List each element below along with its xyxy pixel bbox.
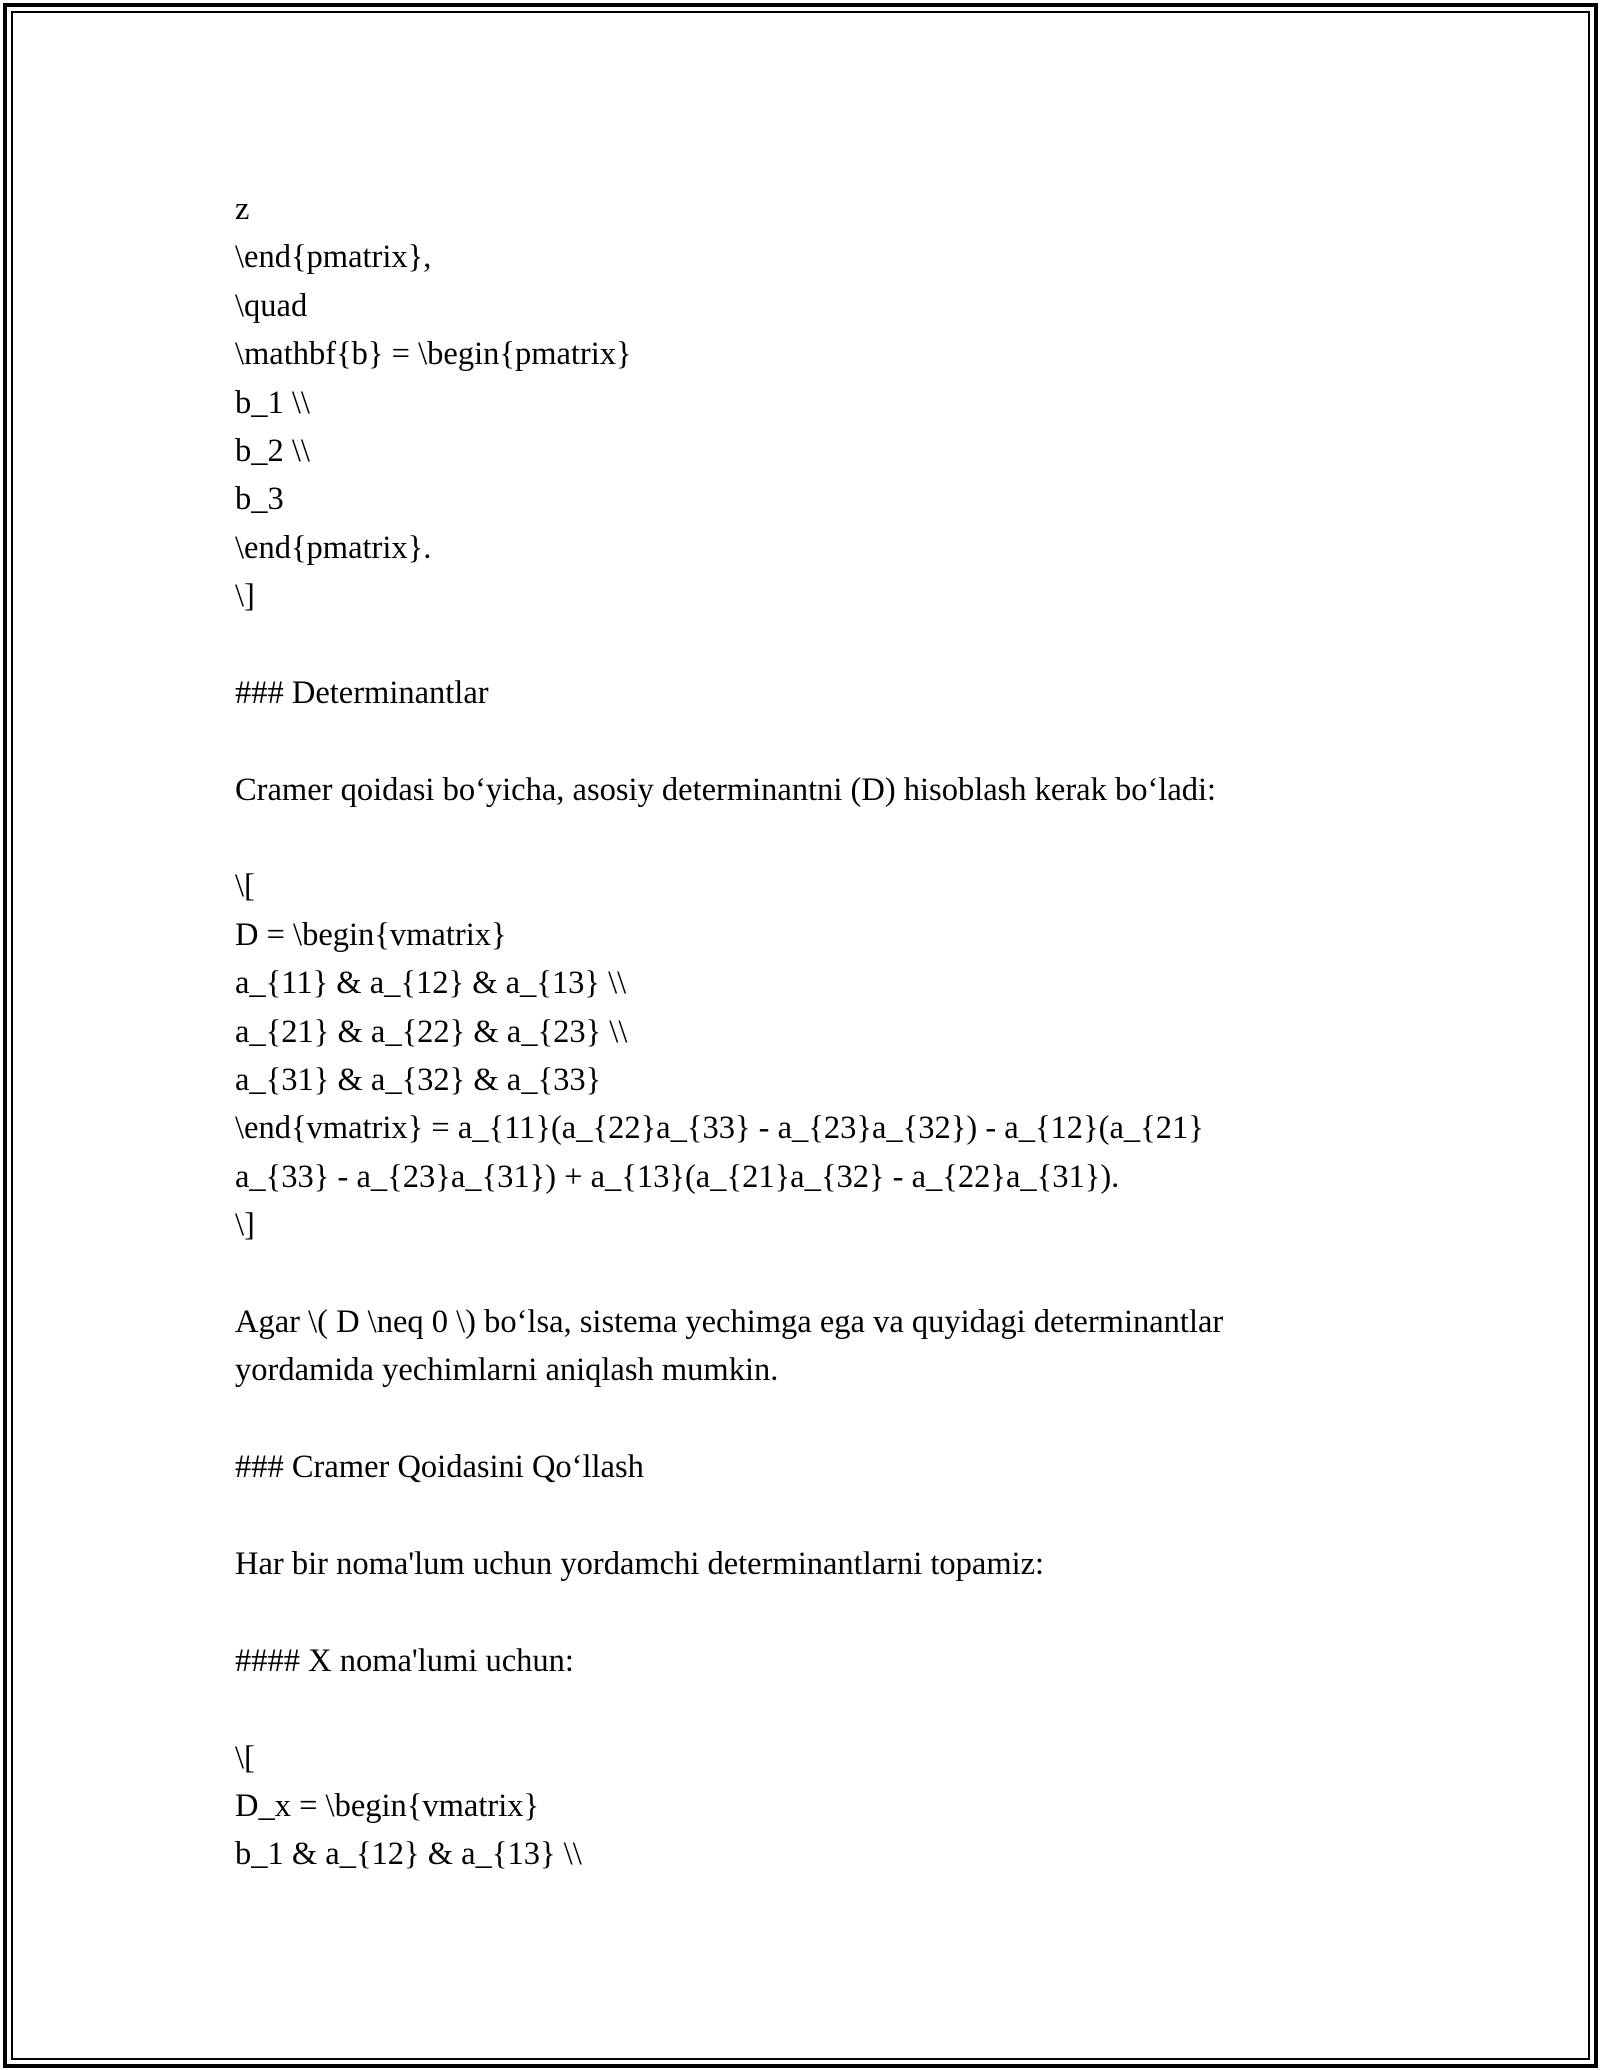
subsection-heading: #### X noma'lumi uchun: <box>235 1642 574 1679</box>
blank-line <box>235 1395 1395 1443</box>
text-line: \mathbf{b} = \begin{pmatrix} <box>235 336 632 373</box>
paragraph-line: yordamida yechimlarni aniqlash mumkin. <box>235 1352 779 1389</box>
section-heading: ### Cramer Qoidasini Qo‘llash <box>235 1449 644 1486</box>
text-line: \quad <box>235 287 308 324</box>
text-line: \end{vmatrix} = a_{11}(a_{22}a_{33} - a_{23}a_{32}) - a_{12}(a_{21} <box>235 1110 1204 1147</box>
paragraph-line: Agar \( D \neq 0 \) bo‘lsa, sistema yechimga ega va quyidagi determinantlar <box>235 1303 1224 1340</box>
text-line: b_3 <box>235 481 284 518</box>
text-line: a_{21} & a_{22} & a_{23} \\ <box>235 1013 628 1050</box>
paragraph-line: Cramer qoidasi bo‘yicha, asosiy determinantni (D) hisoblash kerak bo‘ladi: <box>235 771 1217 808</box>
text-line: \[ <box>235 1739 255 1776</box>
blank-line <box>235 621 1395 669</box>
text-line: \end{pmatrix}. <box>235 529 432 566</box>
text-line: z <box>235 191 250 227</box>
section-heading: ### Determinantlar <box>235 674 489 711</box>
text-line: \[ <box>235 868 255 905</box>
text-line: \end{pmatrix}, <box>235 239 432 276</box>
text-line: D_x = \begin{vmatrix} <box>235 1787 540 1824</box>
text-line: a_{33} - a_{23}a_{31}) + a_{13}(a_{21}a_{32} - a_{22}a_{31}). <box>235 1158 1120 1195</box>
blank-line <box>235 717 1395 765</box>
text-line: b_1 \\ <box>235 384 310 421</box>
document-body <box>235 185 1395 1879</box>
blank-line <box>235 814 1395 862</box>
text-line: b_1 & a_{12} & a_{13} \\ <box>235 1836 582 1873</box>
text-line: b_2 \\ <box>235 432 310 469</box>
blank-line <box>235 1250 1395 1298</box>
blank-line <box>235 1492 1395 1540</box>
text-line: D = \begin{vmatrix} <box>235 916 507 953</box>
text-line: a_{11} & a_{12} & a_{13} \\ <box>235 965 627 1002</box>
blank-line <box>235 1588 1395 1636</box>
text-line: a_{31} & a_{32} & a_{33} <box>235 1062 602 1099</box>
blank-line <box>235 1685 1395 1733</box>
paragraph-line: Har bir noma'lum uchun yordamchi determinantlarni topamiz: <box>235 1545 1045 1582</box>
text-line: \] <box>235 578 255 615</box>
text-line: \] <box>235 1207 255 1244</box>
